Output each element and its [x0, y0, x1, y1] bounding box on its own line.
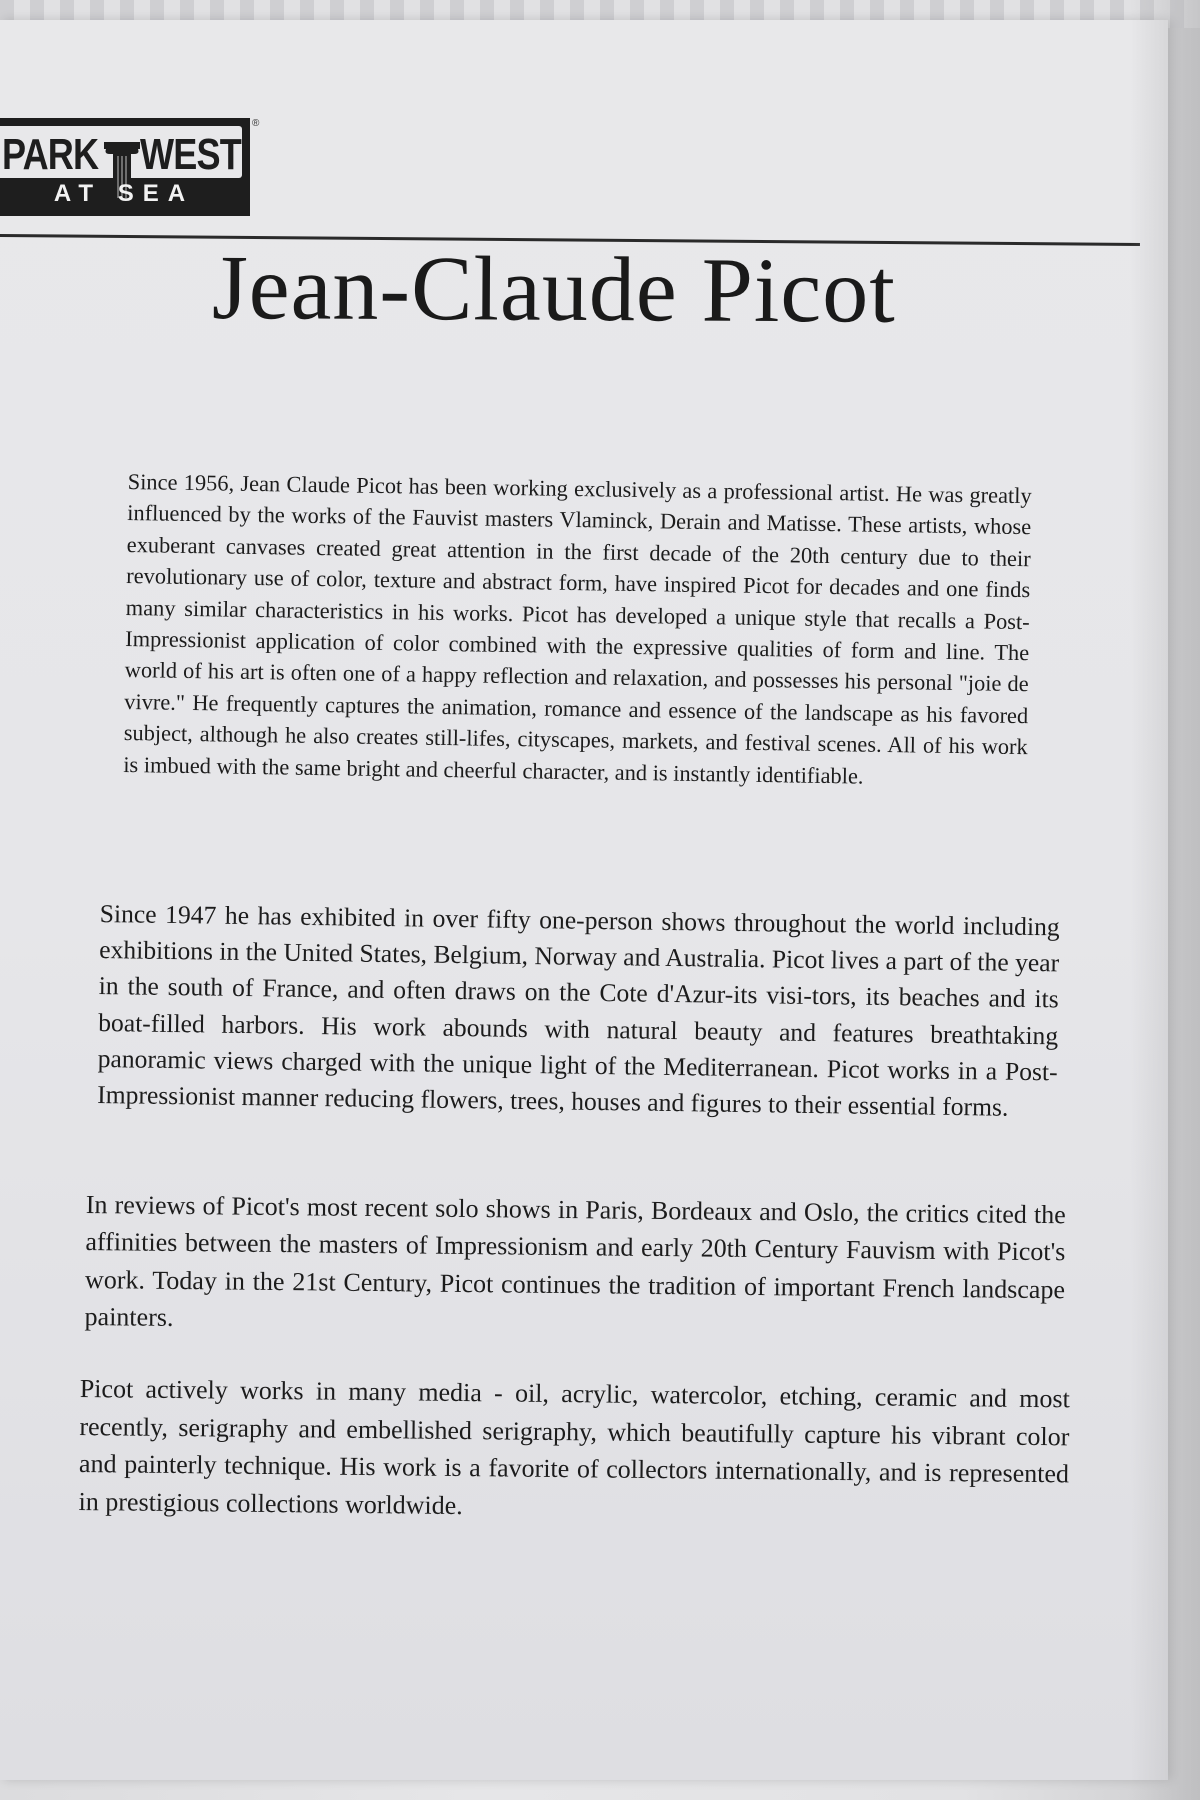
registered-mark-icon: ®	[252, 118, 260, 129]
logo-word-west: WEST	[140, 130, 241, 179]
bio-paragraph-4: Picot actively works in many media - oil, acrylic, watercolor, etching, ceramic and most recently, serigraphy and embellished serigraphy, which beautifully capture his vibrant color and painterly technique. His work is a favorite of collectors internationally, and is represented in prestigious collections worldwide.	[78, 1373, 1070, 1520]
bio-paragraph-1: Since 1956, Jean Claude Picot has been working exclusively as a professional artist. He was greatly influenced by the works of the Fauvist masters Vlaminck, Derain and Matisse. These artists, whose exuberant canvases created great attention in the first decade of the 20th century due to their revolutionary use of color, texture and abstract form, have inspired Picot for decades and one finds many similar characteristics in his works. Picot has developed a unique style that recalls a Post-Impressionist application of color combined with the expressive qualities of form and line. The world of his art is often one of a happy reflection and relaxation, and possesses his personal "joie de vivre." He frequently captures the animation, romance and essence of the landscape as his favored subject, although he also creates still-lifes, cityscapes, markets, and festival scenes. All of his work is imbued with the same bright and cheerful character, and is instantly identifiable.	[123, 468, 1032, 789]
sheet-edge-shadow	[1130, 0, 1200, 1800]
logo-top-panel	[0, 126, 242, 178]
page-title: Jean-Claude Picot	[211, 236, 897, 342]
bio-paragraph-2: Since 1947 he has exhibited in over fifty one-person shows throughout the world including exhibitions in the United States, Belgium, Norway and Australia. Picot lives a part of the year in the south of France, and often draws on the Cote d'Azur-its visi-tors, its beaches and its boat-filled harbors. His work abounds with natural beauty and features breathtaking panoramic views charged with the unique light of the Mediterranean. Picot works in a Post-Impressionist manner reducing flowers, trees, houses and figures to their essential forms.	[97, 898, 1060, 1122]
logo-subtitle: AT SEA	[53, 180, 195, 207]
document-sheet	[0, 20, 1168, 1780]
bio-paragraph-3: In reviews of Picot's most recent solo shows in Paris, Bordeaux and Oslo, the critics cited the affinities between the masters of Impressionism and early 20th Century Fauvism with Picot's work. Today in the 21st Century, Picot continues the tradition of important French landscape painters.	[84, 1189, 1066, 1333]
park-west-logo	[0, 118, 250, 216]
logo-word-park: PARK	[2, 130, 99, 179]
